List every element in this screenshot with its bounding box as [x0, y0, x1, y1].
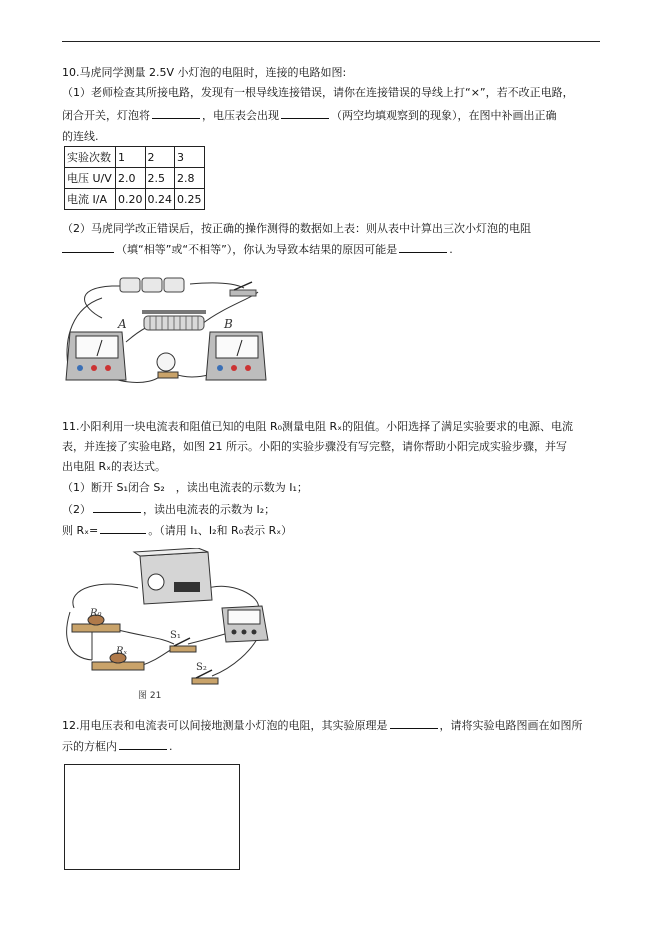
- table-cell: 2.8: [175, 168, 205, 189]
- q11-line1: 11.小阳利用一块电流表和阻值已知的电阻 R₀测量电阻 Rₓ的阻值。小阳选择了满足实验要求的电源、电流: [62, 420, 574, 433]
- voltmeter-icon: [206, 332, 266, 380]
- q10-part2-line2: [62, 242, 453, 257]
- q10-title: 10.马虎同学测量 2.5V 小灯泡的电阻时，连接的电路如图:: [62, 66, 347, 79]
- answer-blank[interactable]: [399, 242, 447, 253]
- answer-blank[interactable]: [62, 242, 114, 253]
- s2-label: S₂: [196, 662, 207, 673]
- q10-part1-text-c: （两空均填观察到的现象），在图中补画出正确: [331, 109, 557, 122]
- table-cell: 2.0: [116, 168, 146, 189]
- q11-expression: [62, 523, 292, 538]
- circuit-drawing-box[interactable]: [64, 764, 240, 870]
- table-row: [65, 189, 205, 210]
- table-cell: 0.24: [145, 189, 175, 210]
- header-rule: [62, 41, 600, 42]
- table-cell: 电流 I/A: [65, 189, 116, 210]
- q10-part2-text-b: .: [449, 243, 453, 256]
- table-row: [65, 168, 205, 189]
- s1-label: S₁: [170, 630, 181, 641]
- q11-expression-suffix: 。（请用 I₁、I₂和 R₀表示 Rₓ）: [148, 524, 293, 537]
- q11-step2-suffix: ，读出电流表的示数为 I₂；: [143, 503, 276, 516]
- answer-blank[interactable]: [390, 718, 438, 729]
- q11-expression-prefix: 则 Rₓ=: [62, 524, 99, 537]
- circuit-figure-q10: [62, 268, 284, 390]
- meter-label-a: A: [118, 317, 127, 331]
- q10-part1-line1: （1）老师检查其所接电路，发现有一根导线连接错误，请你在连接错误的导线上打“×”，若不改正电路，: [62, 86, 574, 99]
- q11-line2: 表，并连接了实验电路，如图 21 所示。小阳的实验步骤没有写完整，请你帮助小阳完成实验步骤，并写: [62, 440, 567, 453]
- table-cell: 0.25: [175, 189, 205, 210]
- q12-line1-prefix: 12.用电压表和电流表可以间接地测量小灯泡的电阻，其实验原理是: [62, 719, 388, 732]
- answer-blank[interactable]: [281, 108, 329, 119]
- answer-blank[interactable]: [152, 108, 200, 119]
- answer-blank[interactable]: [119, 739, 167, 750]
- battery-icon: [120, 278, 184, 292]
- q11-step1: （1）断开 S₁闭合 S₂ ，读出电流表的示数为 I₁；: [62, 481, 308, 494]
- answer-blank[interactable]: [100, 523, 146, 534]
- table-row: [65, 147, 205, 168]
- meter-label-b: B: [224, 317, 233, 331]
- rheostat-icon: [142, 310, 206, 330]
- q12-line1: [62, 718, 583, 733]
- q12-line2-suffix: .: [169, 740, 173, 753]
- q12-line2: [62, 739, 173, 754]
- table-cell: 2: [145, 147, 175, 168]
- q12-line1-suffix: ，请将实验电路图画在如图所: [439, 719, 583, 732]
- q10-part1-line3: 的连线.: [62, 130, 99, 143]
- q12-line2-prefix: 示的方框内: [62, 740, 117, 753]
- circuit-figure-21: [62, 548, 298, 704]
- q10-part2-line1: （2）马虎同学改正错误后，按正确的操作测得的数据如上表：则从表中计算出三次小灯泡的电阻: [62, 222, 531, 235]
- figure-caption: 图 21: [138, 691, 162, 701]
- r0-label: R₀: [90, 608, 102, 619]
- q11-line3: 出电阻 Rₓ的表达式。: [62, 460, 167, 473]
- switch-icon: [230, 282, 256, 296]
- table-cell: 实验次数: [65, 147, 116, 168]
- table-cell: 1: [116, 147, 146, 168]
- table-cell: 电压 U/V: [65, 168, 116, 189]
- table-cell: 0.20: [116, 189, 146, 210]
- q10-part2-text-a: （填“相等”或“不相等”），你认为导致本结果的原因可能是: [116, 243, 398, 256]
- table-cell: 2.5: [145, 168, 175, 189]
- q10-part1-text-a: 闭合开关，灯泡将: [62, 109, 150, 122]
- q11-step2: [62, 502, 275, 517]
- rx-label: Rₓ: [116, 646, 128, 657]
- q10-part1-line2: [62, 108, 557, 123]
- data-table: [64, 146, 205, 210]
- q10-part1-text-b: ，电压表会出现: [202, 109, 279, 122]
- table-cell: 3: [175, 147, 205, 168]
- bulb-icon: [157, 353, 178, 378]
- ammeter-icon: [222, 606, 268, 642]
- power-supply-icon: [134, 548, 212, 604]
- answer-blank[interactable]: [93, 502, 141, 513]
- q11-step2-prefix: （2）: [62, 503, 91, 516]
- ammeter-icon: [66, 332, 126, 380]
